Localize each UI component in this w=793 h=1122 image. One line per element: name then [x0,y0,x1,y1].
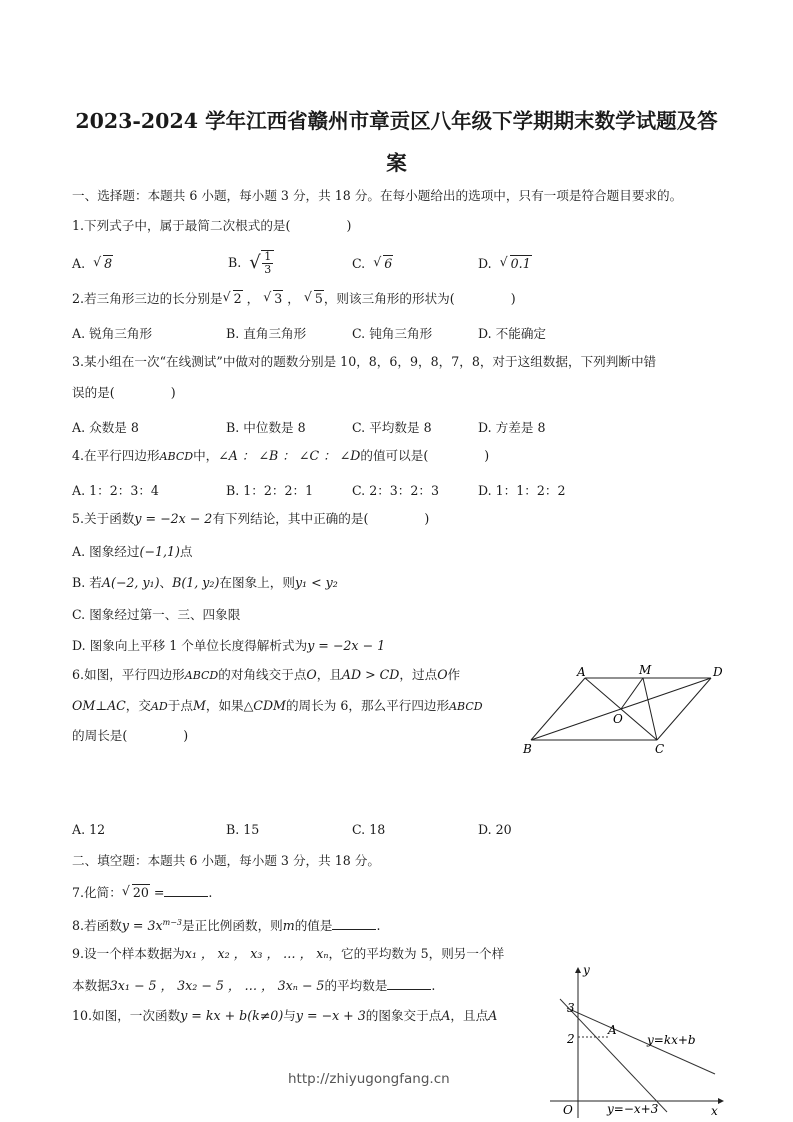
function-graph-figure [545,960,730,1120]
label-d: D [713,665,723,679]
q1-option-a: A. √ 8 [72,254,113,271]
q5-option-c: C. 图象经过第一、三、四象限 [72,607,241,622]
label-tick-2: 2 [567,1032,575,1046]
q6-option-a: A. 12 [72,822,106,837]
q4-option-d: D. 1：1：2：2 [478,483,566,498]
q2-stem: 2.若三角形三边的长分别是 √ 2 ， √ 3 ， √ 5，则该三角形的形状为( ) [72,289,516,306]
q6-option-c: C. 18 [352,822,386,837]
q1-option-d: D. √ 0.1 [478,254,531,271]
q6-stem-line3: 的周长是( ) [72,728,189,743]
label-b: B [523,742,532,756]
label-o: O [613,712,623,726]
page-title-line2: 案 [386,151,407,175]
q9-stem-line2: 本数据3x₁ − 5 ， 3x₂ − 5 ， … ， 3xₙ − 5的平均数是 . [72,978,436,993]
q9-stem-line1: 9.设一个样本数据为x₁ ， x₂ ， x₃ ， … ， xₙ，它的平均数为 5，则另一个样 [72,946,505,961]
label-x: x [711,1104,718,1118]
q6-stem-line2: OM⊥AC，交AD于点M，如果△CDM的周长为 6，那么平行四边形ABCD [72,698,483,713]
q3-option-d: D. 方差是 8 [478,420,546,435]
label-point-a: A [608,1023,617,1037]
q6-option-b: B. 15 [226,822,260,837]
section2-header: 二、填空题：本题共 6 小题，每小题 3 分，共 18 分。 [72,853,380,868]
q7-stem: 7.化简： √ 20 = . [72,883,213,900]
q2-option-d: D. 不能确定 [478,326,547,341]
q10-stem-line1: 10.如图，一次函数y = kx + b(k≠0)与y = −x + 3的图象交于点A，且点A [72,1008,498,1023]
segment-om [621,678,643,709]
q5-option-b: B. 若A(−2, y₁)、B(1, y₂)在图象上，则y₁ < y₂ [72,575,338,590]
segment-mc [643,678,657,740]
q1-stem: 1.下列式子中，属于最简二次根式的是( ) [72,218,352,233]
q2-option-c: C. 钝角三角形 [352,326,433,341]
q5-option-d: D. 图象向上平移 1 个单位长度得解析式为y = −2x − 1 [72,638,386,653]
q5-stem: 5.关于函数y = −2x − 2有下列结论，其中正确的是( ) [72,511,430,526]
q1-option-b: B. √ $\frac{1}{3}$ [228,250,274,276]
q3-option-a: A. 众数是 8 [72,420,139,435]
q3-stem-line2: 误的是( ) [72,385,176,400]
q3-option-b: B. 中位数是 8 [226,420,306,435]
label-m: M [639,663,652,677]
q4-option-c: C. 2：3：2：3 [352,483,440,498]
q2-option-a: A. 锐角三角形 [72,326,153,341]
section1-header: 一、选择题：本题共 6 小题，每小题 3 分，共 18 分。在每小题给出的选项中，只有一项是符合题目要求的。 [72,188,683,203]
footer-url[interactable]: http://zhiyugongfang.cn [288,1071,450,1087]
label-line-neg-x-plus-3: y=−x+3 [607,1102,659,1116]
q4-option-a: A. 1：2：3：4 [72,483,159,498]
q2-option-b: B. 直角三角形 [226,326,307,341]
label-c: C [655,742,665,756]
line-neg-x-plus-3 [560,999,667,1112]
label-y: y [583,963,590,977]
q4-stem: 4.在平行四边形ABCD中，∠A ： ∠B ： ∠C ： ∠D的值可以是( ) [72,448,490,463]
q6-option-d: D. 20 [478,822,512,837]
q8-stem: 8.若函数$y = 3x^{m-3}$是正比例函数，则m的值是 . [72,918,381,934]
label-a: A [577,665,586,679]
q3-option-c: C. 平均数是 8 [352,420,432,435]
page-title-line1: 2023-2024 学年江西省赣州市章贡区八年级下学期期末数学试题及答 [75,109,718,133]
label-origin: O [563,1103,573,1117]
q6-stem-line1: 6.如图，平行四边形ABCD的对角线交于点O，且AD > CD，过点O作 [72,667,461,682]
q3-stem-line1: 3.某小组在一次“在线测试”中做对的题数分别是 10，8，6，9，8，7，8，对于这组数据，下列判断中错 [72,354,657,369]
q4-option-b: B. 1：2：2：1 [226,483,314,498]
q5-option-a: A. 图象经过(−1,1)点 [72,544,193,559]
label-line-kx-plus-b: y=kx+b [647,1033,696,1047]
parallelogram-figure [515,660,730,760]
label-tick-3: 3 [567,1001,575,1015]
q1-option-c: C. √ 6 [352,254,393,271]
